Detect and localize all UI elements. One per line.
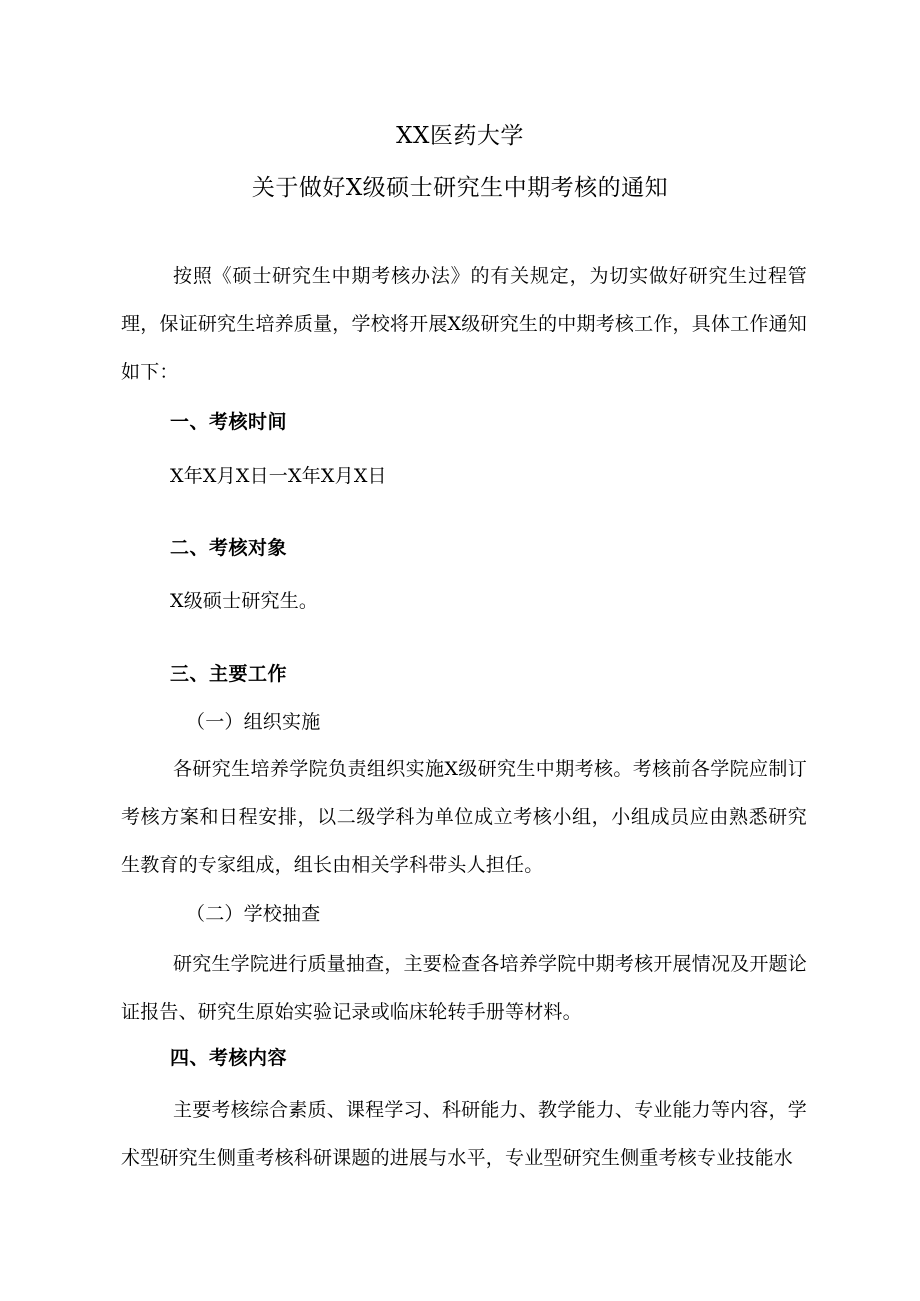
time-text: X年X月X日一X年X月X日 <box>170 465 387 487</box>
target-text: X级硕士研究生。 <box>170 590 319 612</box>
inspection-paragraph: 研究生学院进行质量抽查，主要检查各培养学院中期考核开展情况及开题论证报告、研究生原始实验记录或临床轮转手册等材料。 <box>121 953 807 1023</box>
subheading-inspection: （二）学校抽查 <box>186 903 321 925</box>
university-title: XX医药大学 <box>396 123 524 149</box>
organize-paragraph: 各研究生培养学院负责组织实施X级研究生中期考核。考核前各学院应制订考核方案和日程安排，以二级学科为单位成立考核小组，小组成员应由熟悉研究生教育的专家组成，组长由相关学科带头人担任。 <box>121 758 807 876</box>
notice-title: 关于做好X级硕士研究生中期考核的通知 <box>251 175 669 201</box>
subheading-organize: （一）组织实施 <box>186 711 321 733</box>
content-paragraph: 主要考核综合素质、课程学习、科研能力、教学能力、专业能力等内容，学术型研究生侧重考核科研课题的进展与水平，专业型研究生侧重考核专业技能水 <box>121 1099 807 1169</box>
section-heading-time: 一、考核时间 <box>170 411 288 433</box>
intro-paragraph: 按照《硕士研究生中期考核办法》的有关规定，为切实做好研究生过程管理，保证研究生培养质量，学校将开展X级研究生的中期考核工作，具体工作通知如下： <box>121 265 807 383</box>
section-heading-work: 三、主要工作 <box>170 663 288 685</box>
section-heading-content: 四、考核内容 <box>170 1047 288 1069</box>
section-heading-target: 二、考核对象 <box>170 537 288 559</box>
